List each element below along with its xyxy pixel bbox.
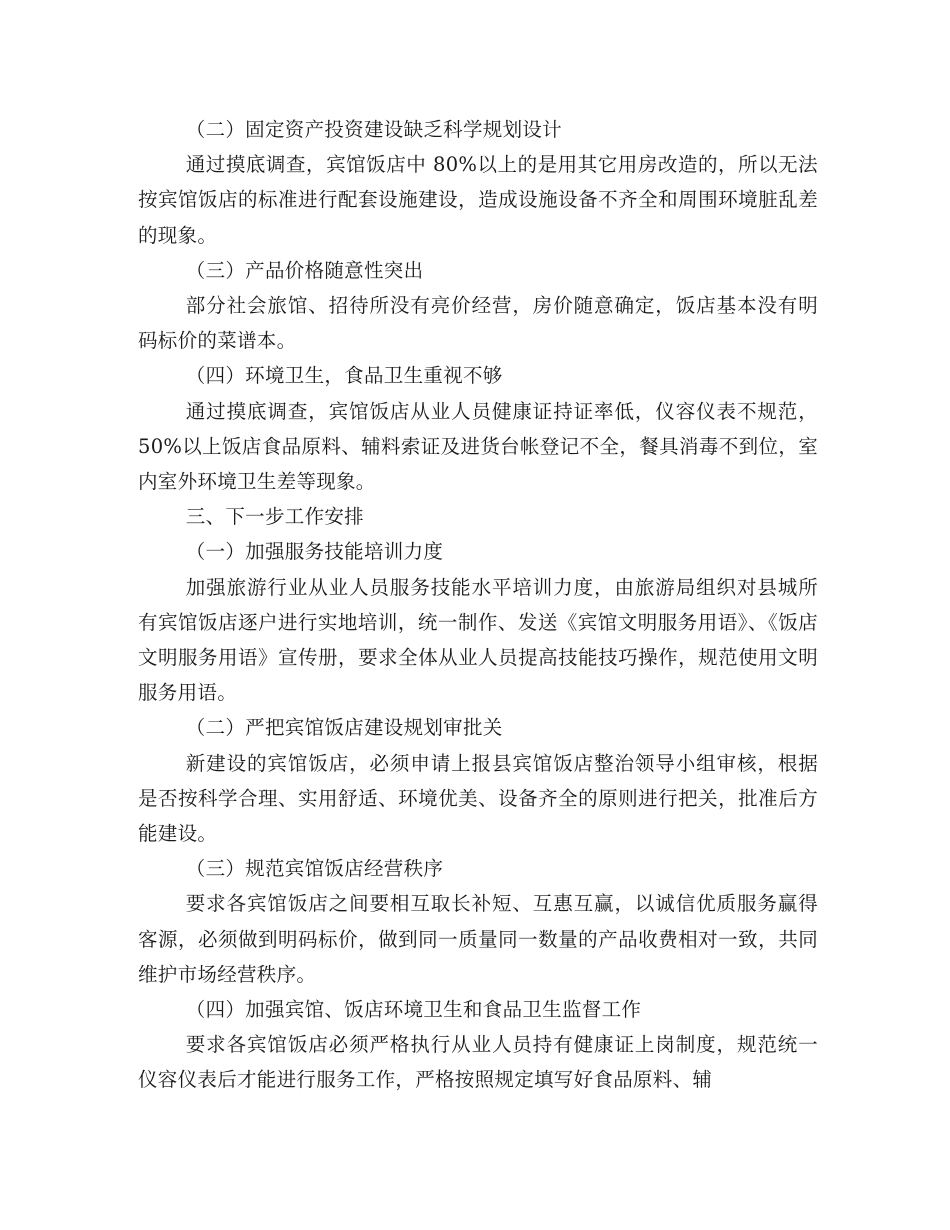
section-heading-hygiene: （四）环境卫生，食品卫生重视不够	[185, 364, 503, 388]
chapter-heading-next-steps: 三、下一步工作安排	[185, 505, 364, 529]
paragraph-price-arbitrariness: 部分社会旅馆、招待所没有亮价经营，房价随意确定，饭店基本没有明码标价的菜谱本。	[138, 294, 818, 353]
paragraph-hygiene-supervision: 要求各宾馆饭店必须严格执行从业人员持有健康证上岗制度，规范统一仪容仪表后才能进行服务工作，严格按照规定填写好食品原料、辅	[138, 1033, 818, 1092]
section-heading-skills-training: （一）加强服务技能培训力度	[185, 540, 444, 564]
paragraph-fixed-asset-planning: 通过摸底调查，宾馆饭店中 80%以上的是用其它用房改造的，所以无法按宾馆饭店的标准进行配套设施建设，造成设施设备不齐全和周围环境脏乱差的现象。	[138, 153, 818, 247]
paragraph-planning-approval: 新建设的宾馆饭店，必须申请上报县宾馆饭店整治领导小组审核，根据是否按科学合理、实用舒适、环境优美、设备齐全的原则进行把关，批准后方能建设。	[138, 751, 818, 846]
section-heading-planning-approval: （二）严把宾馆饭店建设规划审批关	[185, 716, 503, 740]
section-heading-fixed-asset-planning: （二）固定资产投资建设缺乏科学规划设计	[185, 118, 562, 141]
section-heading-hygiene-supervision: （四）加强宾馆、饭店环境卫生和食品卫生监督工作	[185, 998, 642, 1022]
paragraph-skills-training: 加强旅游行业从业人员服务技能水平培训力度，由旅游局组织对县城所有宾馆饭店逐户进行实地培训，统一制作、发送《宾馆文明服务用语》、《饭店文明服务用语》宣传册，要求全体从业人员提高技能技巧操作，规范使用文明服务用语。	[138, 575, 818, 705]
document-body	[138, 112, 818, 1098]
paragraph-hygiene: 通过摸底调查，宾馆饭店从业人员健康证持证率低，仪容仪表不规范，50%以上饭店食品原料、辅料索证及进货台帐登记不全，餐具消毒不到位，室内室外环境卫生差等现象。	[138, 399, 818, 494]
section-heading-business-order: （三）规范宾馆饭店经营秩序	[185, 857, 444, 881]
paragraph-business-order: 要求各宾馆饭店之间要相互取长补短、互惠互赢，以诚信优质服务赢得客源，必须做到明码标价，做到同一质量同一数量的产品收费相对一致，共同维护市场经营秩序。	[138, 892, 818, 986]
section-heading-price-arbitrariness: （三）产品价格随意性突出	[185, 258, 424, 282]
